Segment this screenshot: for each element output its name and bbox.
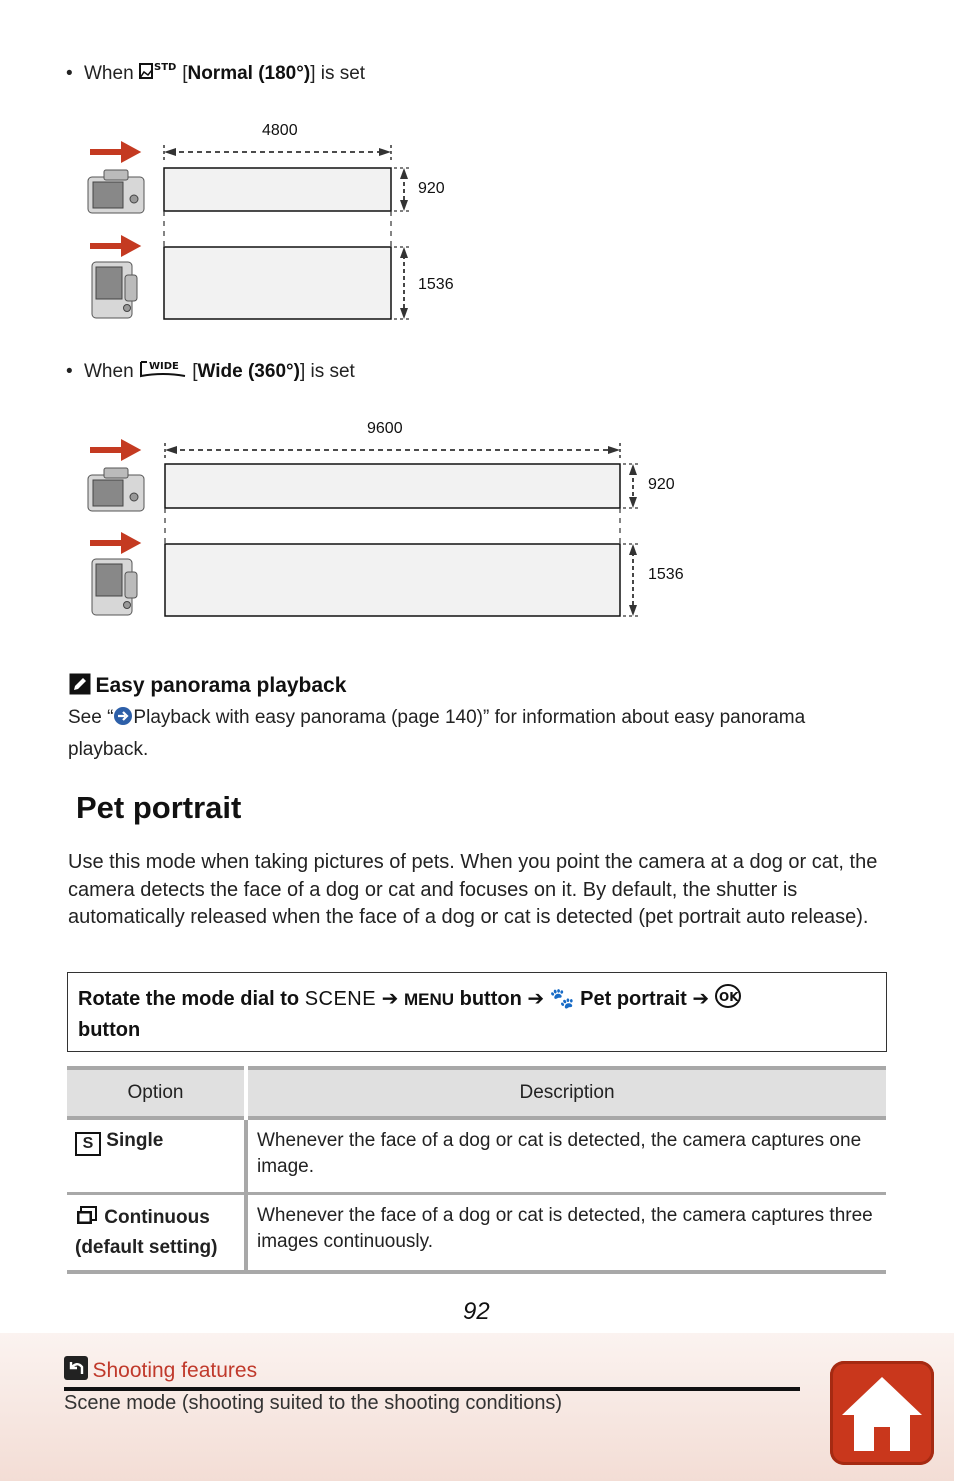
pan-direction-arrow-icon (90, 240, 135, 252)
description-cell: Whenever the face of a dog or cat is detected, the camera captures three images continuously. (257, 1205, 873, 1252)
pan-direction-arrow-icon (90, 146, 135, 158)
options-table (67, 1066, 886, 1274)
note-body-pre: See “ (68, 707, 114, 728)
menu-button-icon: MENU (403, 990, 455, 1009)
camera-portrait-icon (92, 559, 137, 615)
pet-portrait-icon: 🐾 (549, 988, 575, 1010)
wide-height-large-label: 1536 (648, 566, 684, 583)
column-header-option: Option (67, 1068, 246, 1118)
normal-height-large-label: 1536 (418, 276, 454, 293)
svg-text:STD: STD (153, 62, 177, 73)
ok-button-icon (715, 984, 741, 1016)
note-body (68, 703, 858, 764)
option-name: Single (106, 1130, 164, 1151)
scene-mode-icon: SCENE (304, 988, 377, 1010)
note-link[interactable]: Playback with easy panorama (page 140) (133, 707, 484, 728)
arrow-right-icon: ➔ (527, 988, 545, 1010)
procedure-step-ok: button (78, 1019, 141, 1041)
section-link[interactable]: Shooting features (92, 1359, 258, 1382)
continuous-shot-icon (75, 1206, 99, 1234)
wide-setting-line: • When WIDE [Wide (360°)] is set (66, 358, 355, 386)
procedure-step-pet: Pet portrait (580, 988, 687, 1010)
wide-size-diagram (80, 415, 680, 625)
normal-width-label: 4800 (262, 122, 298, 139)
arrow-right-icon: ➔ (381, 988, 399, 1010)
footer-divider (64, 1387, 800, 1391)
wide-height-small-label: 920 (648, 476, 675, 493)
option-name: Continuous (104, 1207, 210, 1228)
wide-setting: Wide (360°) (197, 361, 300, 382)
arrow-right-icon: ➔ (692, 988, 710, 1010)
panorama-std-icon (139, 60, 177, 88)
wide-prefix: When (84, 361, 134, 382)
page-title: Pet portrait (76, 790, 242, 825)
note-body-post: ” for information about easy panorama playback. (68, 707, 806, 760)
normal-prefix: When (84, 63, 134, 84)
table-row (67, 1118, 886, 1194)
normal-suffix: ] is set (310, 63, 366, 84)
camera-portrait-icon (92, 262, 137, 318)
note-title: Easy panorama playback (95, 674, 347, 697)
camera-landscape-icon (88, 170, 144, 213)
pan-direction-arrow-icon (90, 537, 135, 549)
procedure-box (67, 972, 887, 1052)
normal-setting-line: • When STD [Normal (180°)] is set (66, 60, 365, 88)
svg-text:OK: OK (718, 990, 739, 1004)
option-cell (67, 1118, 246, 1194)
normal-setting: Normal (180°) (187, 63, 311, 84)
footer-subtitle: Scene mode (shooting suited to the shooting conditions) (64, 1392, 563, 1414)
wide-bracket: [ (192, 361, 198, 382)
panorama-wide-icon (139, 358, 187, 386)
option-cell (67, 1194, 246, 1273)
page-number: 92 (463, 1298, 490, 1325)
section-intro: Use this mode when taking pictures of pets. When you point the camera at a dog or cat, the camera detects the face of a dog or cat and focuses on it. By default, the shutter is automatically released when the face of a dog or cat is detected (pet portrait auto release). (68, 851, 878, 928)
option-default-note: (default setting) (75, 1237, 218, 1258)
back-arrow-icon[interactable] (64, 1356, 88, 1385)
note-pencil-icon (69, 673, 91, 700)
wide-width-label: 9600 (367, 420, 403, 437)
note-heading (69, 673, 346, 700)
column-header-description: Description (246, 1068, 886, 1118)
home-button[interactable] (830, 1361, 934, 1465)
home-icon (830, 1361, 934, 1465)
camera-landscape-icon (88, 468, 144, 511)
breadcrumb[interactable] (64, 1356, 257, 1385)
single-shot-icon: S (75, 1132, 101, 1156)
normal-bracket: [ (182, 63, 188, 84)
link-arrow-icon[interactable] (113, 706, 133, 735)
procedure-step-dial: Rotate the mode dial to (78, 988, 300, 1010)
normal-height-small-label: 920 (418, 180, 445, 197)
svg-text:WIDE: WIDE (148, 361, 179, 372)
wide-suffix: ] is set (299, 361, 355, 382)
description-cell: Whenever the face of a dog or cat is detected, the camera captures one image. (257, 1130, 862, 1177)
procedure-step-menu: button (459, 988, 522, 1010)
pan-direction-arrow-icon (90, 444, 135, 456)
table-row (67, 1194, 886, 1273)
